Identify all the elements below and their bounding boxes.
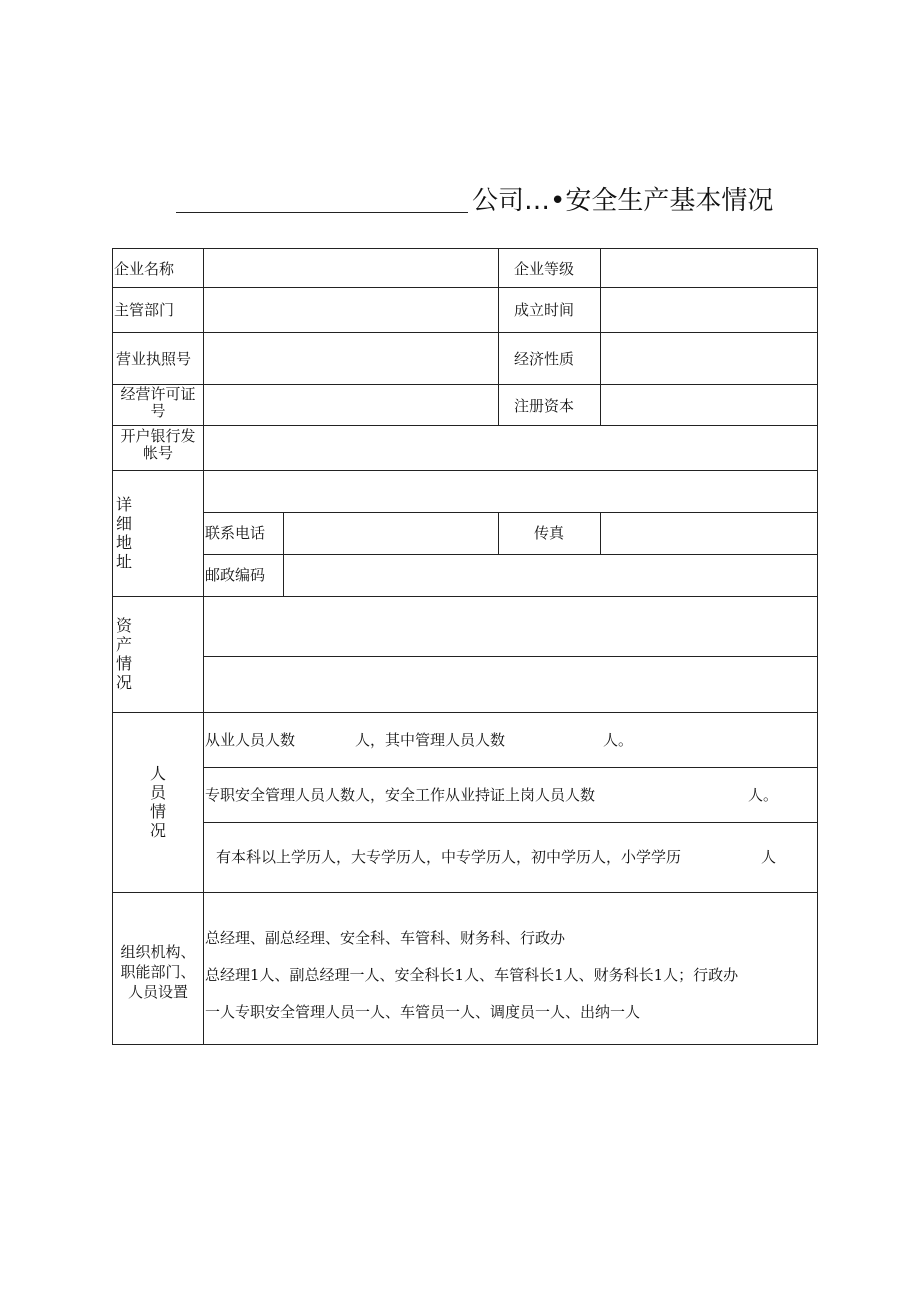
bank-label-line: 帐号 xyxy=(142,444,173,462)
title-blank-line xyxy=(176,212,468,213)
staff-label-char: 情 xyxy=(150,802,167,821)
org-label-line: 人员设置 xyxy=(127,983,188,1001)
row-divider xyxy=(112,712,818,713)
assets-label xyxy=(116,616,136,692)
fax-label: 传真 xyxy=(534,524,565,542)
permit-label-line: 号 xyxy=(150,402,166,420)
postcode-label: 邮政编码 xyxy=(205,566,266,584)
column-divider xyxy=(498,248,499,425)
phone-label: 联系电话 xyxy=(205,524,266,542)
assets-label-char: 况 xyxy=(116,673,133,692)
row-divider xyxy=(112,892,818,893)
org-staffing-cont: 一人专职安全管理人员一人、车管员一人、调度员一人、出纳一人 xyxy=(205,1003,641,1021)
row-divider xyxy=(112,287,818,288)
row-divider xyxy=(203,822,818,823)
safety-staff-b: 人。 xyxy=(748,786,779,804)
education-line-end: 人 xyxy=(761,848,777,866)
staff-count-b: 人，其中管理人员人数 xyxy=(355,731,506,749)
address-label-char: 详 xyxy=(116,495,133,514)
row-divider xyxy=(203,554,818,555)
permit-label-line: 经营许可证 xyxy=(120,385,196,403)
row-divider xyxy=(112,384,818,385)
license-label: 营业执照号 xyxy=(116,350,192,368)
education-line: 有本科以上学历人，大专学历人，中专学历人，初中学历人，小学学历 xyxy=(216,848,682,866)
address-label xyxy=(116,495,136,571)
org-departments: 总经理、副总经理、安全科、车管科、财务科、行政办 xyxy=(205,929,566,947)
bank-label-line: 开户银行发 xyxy=(120,427,196,445)
org-label-line: 职能部门、 xyxy=(120,963,196,981)
assets-label-char: 产 xyxy=(116,635,133,654)
staff-label xyxy=(150,764,170,840)
company-grade-label: 企业等级 xyxy=(514,260,575,278)
column-divider xyxy=(203,248,204,1045)
org-staffing: 总经理1人、副总经理一人、安全科长1人、车管科长1人、财务科长1人；行政办 xyxy=(205,966,739,984)
row-divider xyxy=(112,425,818,426)
row-divider xyxy=(203,656,818,657)
staff-label-char: 员 xyxy=(150,783,167,802)
assets-label-char: 情 xyxy=(116,654,133,673)
staff-count-c: 人。 xyxy=(603,731,634,749)
org-label-line: 组织机构、 xyxy=(120,943,196,961)
staff-label-char: 人 xyxy=(150,764,167,783)
column-divider xyxy=(283,512,284,596)
row-divider xyxy=(203,767,818,768)
staff-count-a: 从业人员人数 xyxy=(205,731,296,749)
company-name-label: 企业名称 xyxy=(114,260,175,278)
address-label-char: 址 xyxy=(116,552,133,571)
basic-info-table xyxy=(112,248,818,1045)
bank-label xyxy=(113,428,203,462)
address-label-char: 细 xyxy=(116,514,133,533)
org-label xyxy=(113,942,203,1002)
address-label-char: 地 xyxy=(116,533,133,552)
column-divider xyxy=(600,512,601,554)
supervisor-label: 主管部门 xyxy=(114,301,175,319)
assets-label-char: 资 xyxy=(116,616,133,635)
column-divider xyxy=(498,512,499,554)
row-divider xyxy=(112,470,818,471)
row-divider xyxy=(203,512,818,513)
row-divider xyxy=(112,596,818,597)
capital-label: 注册资本 xyxy=(514,397,575,415)
column-divider xyxy=(600,248,601,425)
permit-label xyxy=(113,386,203,420)
page-title: 公司…•安全生产基本情况 xyxy=(472,186,774,216)
row-divider xyxy=(112,332,818,333)
economic-label: 经济性质 xyxy=(514,350,575,368)
safety-staff-a: 专职安全管理人员人数人，安全工作从业持证上岗人员人数 xyxy=(205,786,596,804)
founded-label: 成立时间 xyxy=(514,301,575,319)
staff-label-char: 况 xyxy=(150,821,167,840)
